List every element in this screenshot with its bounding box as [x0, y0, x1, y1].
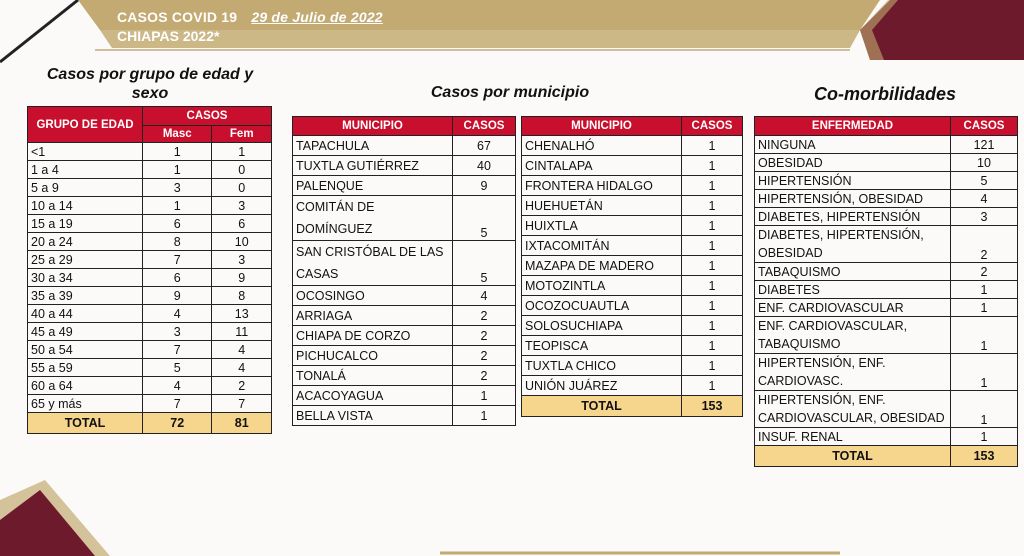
mun-right-row [522, 356, 743, 376]
age-group-cell: 60 a 64 [28, 377, 143, 395]
age-row [28, 395, 272, 413]
mun-left-row [293, 176, 516, 196]
comorb-row [755, 226, 1018, 263]
mun-left-name-cell: TAPACHULA [293, 136, 453, 156]
age-fem-cell: 13 [212, 305, 272, 323]
mun-left-name-cell: COMITÁN DE DOMÍNGUEZ [293, 196, 453, 241]
mun-right-name-cell: FRONTERA HIDALGO [522, 176, 682, 196]
mun-left-row [293, 196, 516, 241]
mun-right-row [522, 196, 743, 216]
comorb-cases-cell: 2 [951, 226, 1018, 263]
comorb-row [755, 281, 1018, 299]
comorb-cases-cell: 2 [951, 263, 1018, 281]
mun-left-name-cell: ACACOYAGUA [293, 386, 453, 406]
comorb-cases-cell: 1 [951, 281, 1018, 299]
mun-left-name-cell: BELLA VISTA [293, 406, 453, 426]
mun-right-cases-cell: 1 [682, 156, 743, 176]
mun-right-name-cell: TUXTLA CHICO [522, 356, 682, 376]
comorb-row [755, 263, 1018, 281]
comorb-row [755, 208, 1018, 226]
age-row [28, 215, 272, 233]
municipio-section-title: Casos por municipio [430, 84, 590, 101]
age-fem-cell: 8 [212, 287, 272, 305]
top-left-diagonal-line [0, 0, 78, 62]
mun-right-row [522, 156, 743, 176]
mun-right-cases-cell: 1 [682, 296, 743, 316]
age-masc-cell: 7 [143, 341, 212, 359]
mun-right-cases-cell: 1 [682, 356, 743, 376]
mun-right-name-cell: TEOPISCA [522, 336, 682, 356]
mun-right-cases-cell: 1 [682, 196, 743, 216]
comorb-row [755, 391, 1018, 428]
age-fem-cell: 0 [212, 179, 272, 197]
mun-left-cases-cell: 1 [453, 386, 516, 406]
mun-right-name-cell: OCOZOCUAUTLA [522, 296, 682, 316]
comorb-total-row [755, 446, 1018, 467]
mun-left-row [293, 366, 516, 386]
age-masc-cell: 6 [143, 269, 212, 287]
age-masc-cell: 4 [143, 377, 212, 395]
age-fem-cell: 9 [212, 269, 272, 287]
age-fem-cell: 11 [212, 323, 272, 341]
age-group-cell: 65 y más [28, 395, 143, 413]
mun-left-row [293, 406, 516, 426]
mun-right-cases-cell: 1 [682, 316, 743, 336]
mun-right-row [522, 136, 743, 156]
age-masc-cell: 8 [143, 233, 212, 251]
mun-right-row [522, 176, 743, 196]
comorb-name-cell: NINGUNA [755, 136, 951, 154]
mun-right-row [522, 316, 743, 336]
mun-left-cases-cell: 5 [453, 196, 516, 241]
comorb-cases-cell: 1 [951, 354, 1018, 391]
mun-right-cases-cell: 1 [682, 276, 743, 296]
mun-right-row [522, 296, 743, 316]
mun-left-row [293, 136, 516, 156]
mun-right-name-cell: HUIXTLA [522, 216, 682, 236]
mun-right-cases-cell: 1 [682, 336, 743, 356]
age-fem-cell: 4 [212, 359, 272, 377]
age-row [28, 377, 272, 395]
mun-left-cases-cell: 9 [453, 176, 516, 196]
comorb-row [755, 172, 1018, 190]
comorb-name-cell: HIPERTENSIÓN, OBESIDAD [755, 190, 951, 208]
age-row [28, 161, 272, 179]
age-masc-cell: 5 [143, 359, 212, 377]
age-group-cell: 25 a 29 [28, 251, 143, 269]
age-fem-cell: 7 [212, 395, 272, 413]
age-header-group: GRUPO DE EDAD [28, 107, 143, 143]
mun-right-name-cell: MOTOZINTLA [522, 276, 682, 296]
mun-left-row [293, 326, 516, 346]
mun-left-name-cell: TONALÁ [293, 366, 453, 386]
header-date: 29 de Julio de 2022 [251, 9, 383, 25]
comorb-name-cell: ENF. CARDIOVASCULAR, TABAQUISMO [755, 317, 951, 354]
municipio-table-left [292, 116, 516, 426]
age-group-cell: 55 a 59 [28, 359, 143, 377]
mun-left-row [293, 346, 516, 366]
age-masc-cell: 1 [143, 197, 212, 215]
mun-left-name-cell: OCOSINGO [293, 286, 453, 306]
mun-right-row [522, 376, 743, 396]
mun-right-cases-cell: 1 [682, 376, 743, 396]
comorb-name-cell: TABAQUISMO [755, 263, 951, 281]
mun-right-header-cases: CASOS [682, 117, 743, 136]
age-total-label: TOTAL [28, 413, 143, 434]
mun-right-name-cell: SOLOSUCHIAPA [522, 316, 682, 336]
age-masc-cell: 9 [143, 287, 212, 305]
age-fem-cell: 1 [212, 143, 272, 161]
mun-left-row [293, 286, 516, 306]
comorb-cases-cell: 10 [951, 154, 1018, 172]
age-fem-cell: 6 [212, 215, 272, 233]
age-masc-cell: 3 [143, 179, 212, 197]
comorb-row [755, 190, 1018, 208]
comorb-name-cell: HIPERTENSIÓN, ENF. CARDIOVASC. [755, 354, 951, 391]
mun-left-name-cell: PALENQUE [293, 176, 453, 196]
mun-right-cases-cell: 1 [682, 136, 743, 156]
age-total-fem: 81 [212, 413, 272, 434]
age-row [28, 341, 272, 359]
comorb-cases-cell: 1 [951, 299, 1018, 317]
age-section-title [25, 65, 275, 103]
age-total-masc: 72 [143, 413, 212, 434]
age-group-cell: 10 a 14 [28, 197, 143, 215]
age-fem-cell: 0 [212, 161, 272, 179]
mun-left-cases-cell: 67 [453, 136, 516, 156]
age-group-cell: 15 a 19 [28, 215, 143, 233]
age-group-cell: 45 a 49 [28, 323, 143, 341]
header-subtitle: CHIAPAS 2022* [117, 28, 220, 44]
mun-right-name-cell: MAZAPA DE MADERO [522, 256, 682, 276]
age-row [28, 359, 272, 377]
mun-left-cases-cell: 2 [453, 346, 516, 366]
mun-total-label: TOTAL [522, 396, 682, 417]
mun-left-header-cases: CASOS [453, 117, 516, 136]
age-group-cell: 50 a 54 [28, 341, 143, 359]
age-fem-cell: 3 [212, 251, 272, 269]
age-row [28, 251, 272, 269]
comorb-row [755, 154, 1018, 172]
age-row [28, 305, 272, 323]
age-group-cell: 35 a 39 [28, 287, 143, 305]
age-header-fem: Fem [212, 126, 272, 143]
mun-left-cases-cell: 2 [453, 366, 516, 386]
age-masc-cell: 6 [143, 215, 212, 233]
comorb-cases-cell: 121 [951, 136, 1018, 154]
age-fem-cell: 2 [212, 377, 272, 395]
comorb-section-title: Co-morbilidades [813, 84, 956, 104]
comorb-header-disease: ENFERMEDAD [755, 117, 951, 136]
mun-right-cases-cell: 1 [682, 236, 743, 256]
mun-left-name-cell: TUXTLA GUTIÉRREZ [293, 156, 453, 176]
mun-left-header-name: MUNICIPIO [293, 117, 453, 136]
comorb-name-cell: DIABETES, HIPERTENSIÓN, OBESIDAD [755, 226, 951, 263]
age-group-cell: 40 a 44 [28, 305, 143, 323]
mun-right-row [522, 216, 743, 236]
comorb-header-cases: CASOS [951, 117, 1018, 136]
comorb-row [755, 317, 1018, 354]
municipio-table-right [521, 116, 743, 417]
comorb-cases-cell: 1 [951, 428, 1018, 446]
mun-right-name-cell: IXTACOMITÁN [522, 236, 682, 256]
comorb-total-label: TOTAL [755, 446, 951, 467]
comorb-cases-cell: 5 [951, 172, 1018, 190]
mun-left-row [293, 156, 516, 176]
header-title-text: CASOS COVID 19 [117, 9, 238, 25]
comorb-total-cases: 153 [951, 446, 1018, 467]
age-group-cell: 1 a 4 [28, 161, 143, 179]
mun-right-name-cell: CINTALAPA [522, 156, 682, 176]
age-group-cell: 20 a 24 [28, 233, 143, 251]
mun-right-name-cell: CHENALHÓ [522, 136, 682, 156]
mun-left-row [293, 386, 516, 406]
comorb-cases-cell: 1 [951, 391, 1018, 428]
age-row [28, 179, 272, 197]
comorb-name-cell: INSUF. RENAL [755, 428, 951, 446]
age-header-cases: CASOS [143, 107, 272, 126]
age-masc-cell: 4 [143, 305, 212, 323]
age-fem-cell: 10 [212, 233, 272, 251]
mun-right-cases-cell: 1 [682, 176, 743, 196]
age-fem-cell: 4 [212, 341, 272, 359]
age-fem-cell: 3 [212, 197, 272, 215]
age-masc-cell: 3 [143, 323, 212, 341]
comorb-cases-cell: 3 [951, 208, 1018, 226]
mun-right-row [522, 336, 743, 356]
mun-right-row [522, 256, 743, 276]
comorb-name-cell: ENF. CARDIOVASCULAR [755, 299, 951, 317]
age-row [28, 197, 272, 215]
age-title-line2: sexo [131, 85, 169, 102]
mun-left-name-cell: PICHUCALCO [293, 346, 453, 366]
comorb-name-cell: HIPERTENSIÓN, ENF. CARDIOVASCULAR, OBESIDAD [755, 391, 951, 428]
comorb-row [755, 299, 1018, 317]
mun-right-row [522, 276, 743, 296]
age-masc-cell: 7 [143, 251, 212, 269]
comorb-name-cell: DIABETES, HIPERTENSIÓN [755, 208, 951, 226]
mun-left-cases-cell: 4 [453, 286, 516, 306]
mun-right-cases-cell: 1 [682, 216, 743, 236]
age-group-cell: 5 a 9 [28, 179, 143, 197]
age-masc-cell: 7 [143, 395, 212, 413]
mun-right-row [522, 236, 743, 256]
age-total-row [28, 413, 272, 434]
comorb-row [755, 354, 1018, 391]
age-row [28, 233, 272, 251]
mun-left-name-cell: SAN CRISTÓBAL DE LAS CASAS [293, 241, 453, 286]
mun-right-name-cell: HUEHUETÁN [522, 196, 682, 216]
comorb-row [755, 428, 1018, 446]
mun-left-cases-cell: 1 [453, 406, 516, 426]
age-row [28, 323, 272, 341]
comorb-name-cell: DIABETES [755, 281, 951, 299]
mun-total-row [522, 396, 743, 417]
mun-right-cases-cell: 1 [682, 256, 743, 276]
comorb-table [754, 116, 1018, 467]
mun-left-cases-cell: 2 [453, 326, 516, 346]
age-row [28, 269, 272, 287]
mun-left-row [293, 241, 516, 286]
mun-right-name-cell: UNIÓN JUÁREZ [522, 376, 682, 396]
header-title [117, 9, 383, 25]
comorb-name-cell: OBESIDAD [755, 154, 951, 172]
comorb-cases-cell: 4 [951, 190, 1018, 208]
age-row [28, 143, 272, 161]
age-row [28, 287, 272, 305]
age-group-cell: 30 a 34 [28, 269, 143, 287]
mun-total-cases: 153 [682, 396, 743, 417]
mun-left-cases-cell: 5 [453, 241, 516, 286]
mun-right-header-name: MUNICIPIO [522, 117, 682, 136]
age-header-masc: Masc [143, 126, 212, 143]
age-masc-cell: 1 [143, 161, 212, 179]
age-table [27, 106, 272, 434]
comorb-name-cell: HIPERTENSIÓN [755, 172, 951, 190]
mun-left-name-cell: ARRIAGA [293, 306, 453, 326]
comorb-row [755, 136, 1018, 154]
mun-left-name-cell: CHIAPA DE CORZO [293, 326, 453, 346]
mun-left-cases-cell: 2 [453, 306, 516, 326]
mun-left-cases-cell: 40 [453, 156, 516, 176]
mun-left-row [293, 306, 516, 326]
age-group-cell: <1 [28, 143, 143, 161]
age-title-line1: Casos por grupo de edad y [46, 66, 254, 83]
age-masc-cell: 1 [143, 143, 212, 161]
comorb-cases-cell: 1 [951, 317, 1018, 354]
